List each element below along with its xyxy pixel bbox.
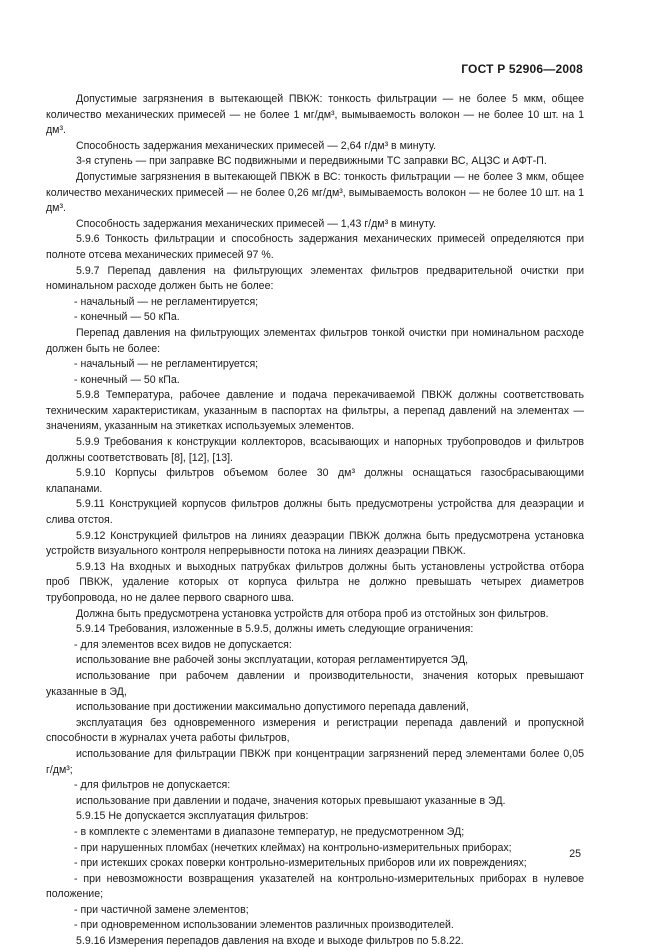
list-item: - при истекших сроках поверки контрольно-измерительных приборов или их повреждениях; <box>74 857 527 870</box>
paragraph: 5.9.10 Корпусы фильтров объемом более 30 дм³ должны оснащаться газосбрасывающими клапанами. <box>46 467 584 495</box>
paragraph: использование вне рабочей зоны эксплуатации, которая регламентируется ЭД, <box>76 654 469 667</box>
list-item: - начальный — не регламентируется; <box>74 295 259 308</box>
paragraph: 5.9.8 Температура, рабочее давление и подача перекачиваемой ПВКЖ должны соответствовать техническим характеристикам, указанным в паспортах на фильтры, а перепад давлений на элементах — значениям, указанным на этикетках используемых элементов. <box>46 389 584 433</box>
paragraph: эксплуатация без одновременного измерения и регистрации перепада давлений и пропускной способности в журналах учета работы фильтров, <box>46 716 584 745</box>
paragraph: Способность задержания механических примесей — 1,43 г/дм³ в минуту. <box>76 217 437 230</box>
paragraph: использование при давлении и подаче, значения которых превышают указанные в ЭД. <box>76 794 506 807</box>
paragraph: 5.9.11 Конструкцией корпусов фильтров должны быть предусмотрены устройства для деаэрации и слива отстоя. <box>46 498 584 527</box>
list-item: - для элементов всех видов не допускается: <box>74 638 292 651</box>
paragraph: 5.9.16 Измерения перепадов давления на входе и выходе фильтров по 5.8.22. <box>76 935 464 948</box>
list-item: - для фильтров не допускается: <box>74 779 231 792</box>
paragraph: 5.9.15 Не допускается эксплуатация фильтров: <box>76 810 309 823</box>
paragraph: 5.9.13 На входных и выходных патрубках фильтров должны быть установлены устройства отбора проб ПВКЖ, удаление которых от корпуса фильтра не должно превышать четырех диаметров трубопровода, но не далее первого сварного шва. <box>46 560 584 604</box>
list-item: - при невозможности возвращения указателей на контрольно-измерительных приборах в нулевое положение; <box>46 872 584 901</box>
paragraph: 5.9.7 Перепад давления на фильтрующих элементах фильтров предварительной очистки при номинальном расходе должен быть не более: <box>46 264 584 293</box>
list-item: - при частичной замене элементов; <box>74 903 249 916</box>
document-body <box>46 92 584 950</box>
list-item: - при нарушенных пломбах (нечетких клеймах) на контрольно-измерительных приборах; <box>74 841 512 854</box>
paragraph: Допустимые загрязнения в вытекающей ПВКЖ: тонкость фильтрации — не более 5 мкм, общее количество механических примесей — не более 1 мг/дм³, вымываемость волокон — не более 10 шт. на 1 дм³. <box>46 93 584 137</box>
paragraph: Способность задержания механических примесей — 2,64 г/дм³ в минуту. <box>76 139 437 152</box>
page-number: 25 <box>569 848 581 860</box>
list-item: - начальный — не регламентируется; <box>74 358 259 371</box>
paragraph: 5.9.9 Требования к конструкции коллекторов, всасывающих и напорных трубопроводов и фильтров должны соответствовать [8], [12], [13]. <box>46 436 584 464</box>
paragraph: Перепад давления на фильтрующих элементах фильтров тонкой очистки при номинальном расходе должен быть не более: <box>46 326 584 355</box>
list-item: - при одновременном использовании элементов различных производителей. <box>74 919 454 932</box>
list-item: - конечный — 50 кПа. <box>74 373 180 386</box>
paragraph: использование при достижении максимально допустимого перепада давлений, <box>76 701 469 714</box>
list-item: - конечный — 50 кПа. <box>74 311 180 324</box>
paragraph: Должна быть предусмотрена установка устройств для отбора проб из отстойных зон фильтров. <box>76 607 549 620</box>
paragraph: использование при рабочем давлении и производительности, значения которых превышают указанные в ЭД, <box>46 669 584 698</box>
paragraph: 5.9.6 Тонкость фильтрации и способность задержания механических примесей определяются при полноте отсева механических примесей 97 %. <box>46 233 584 261</box>
paragraph: 5.9.12 Конструкцией фильтров на линиях деаэрации ПВКЖ должна быть предусмотрена установка устройств визуального контроля непрерывности потока на линиях деаэрации ПВКЖ. <box>46 529 584 558</box>
list-item: - в комплекте с элементами в диапазоне температур, не предусмотренном ЭД; <box>74 825 465 838</box>
document-code-header: ГОСТ Р 52906—2008 <box>461 62 583 76</box>
paragraph: 3-я ступень — при заправке ВС подвижными и передвижными ТС заправки ВС, АЦЗС и АФТ-П. <box>76 155 547 168</box>
paragraph: 5.9.14 Требования, изложенные в 5.9.5, должны иметь следующие ограничения: <box>76 623 474 636</box>
paragraph: Допустимые загрязнения в вытекающей ПВКЖ в ВС: тонкость фильтрации — не более 3 мкм, общее количество механических примесей — не более 0,26 мг/дм³, вымываемость волокон — не более 10 шт. на 1 дм³. <box>46 170 584 215</box>
paragraph: использование для фильтрации ПВКЖ при концентрации загрязнений перед элементами более 0,05 г/дм³; <box>46 747 584 776</box>
